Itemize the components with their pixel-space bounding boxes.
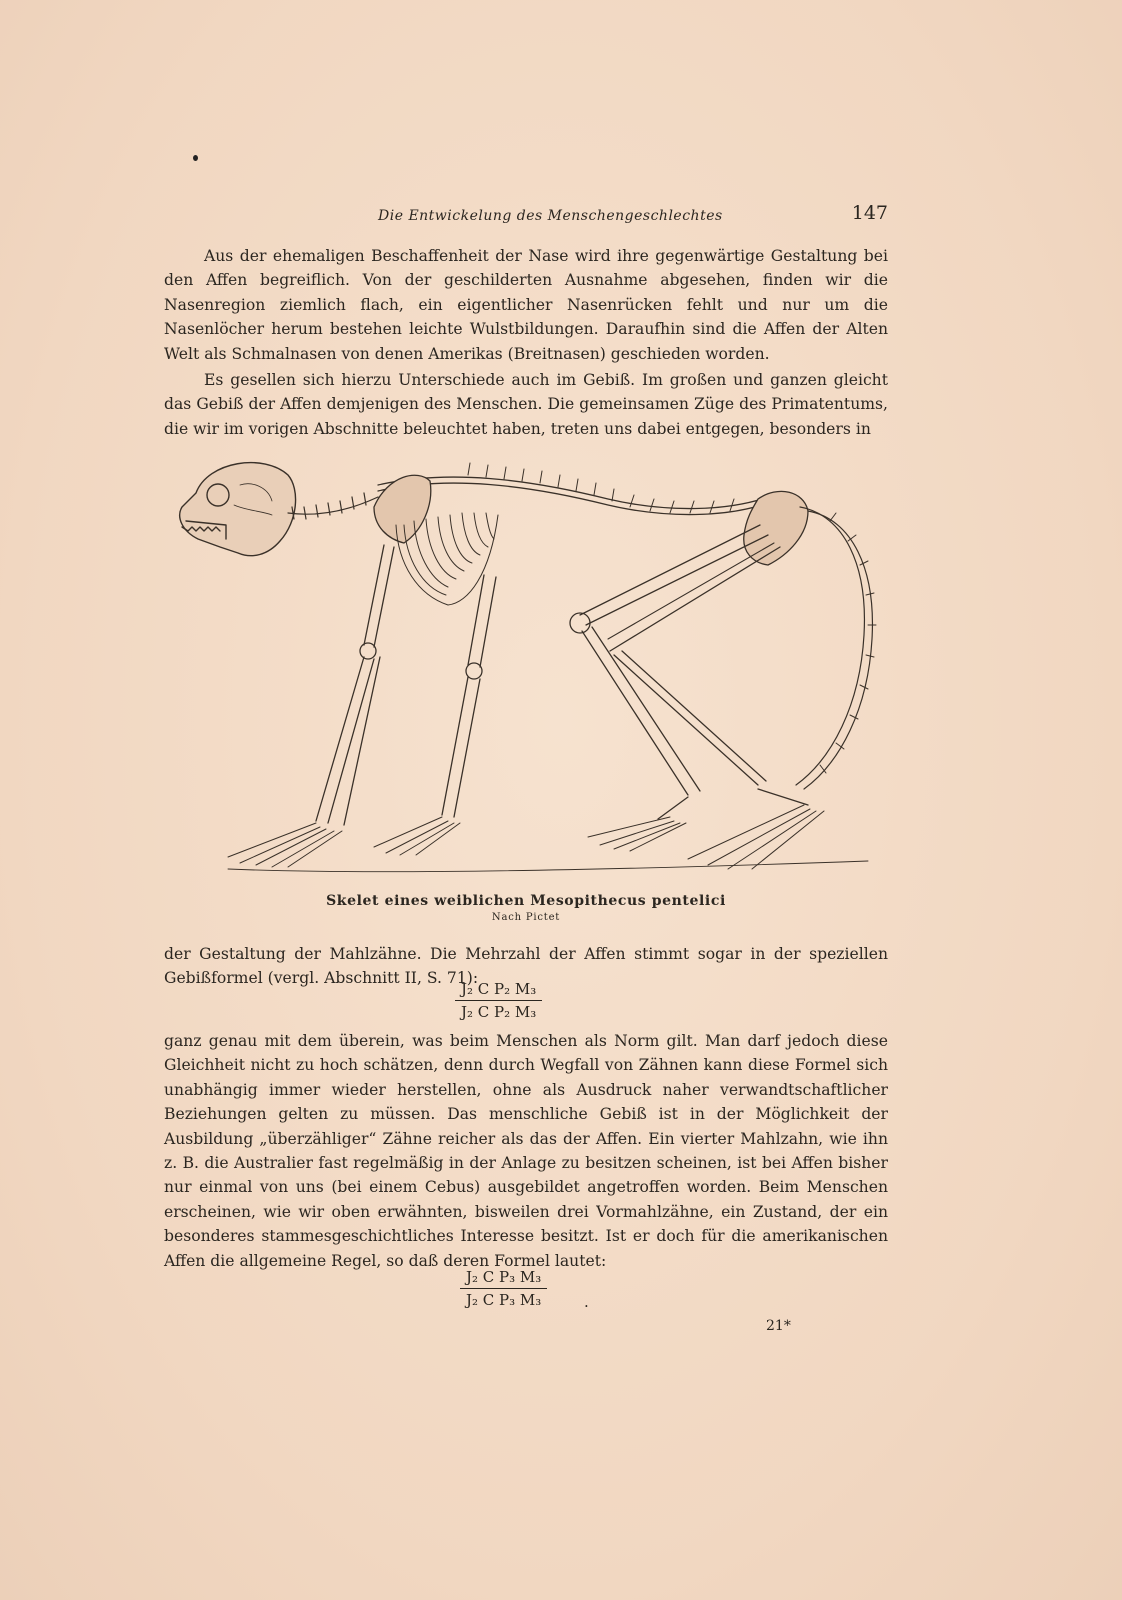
dental-formula-old-world [455,980,542,1021]
paragraph-molars: der Gestaltung der Mahlzähne. Die Mehrzahl der Affen stimmt sogar in der speziellen Gebißformel (vergl. Abschnitt II, S. 71): [164,945,888,988]
page-number: 147 [851,202,888,224]
ink-speck [193,155,198,161]
paragraph-teeth: Es gesellen sich hierzu Unterschiede auch im Gebiß. Im großen und ganzen gleicht das Gebiß der Affen demjenigen des Menschen. Die gemeinsamen Züge des Primatentums, die wir im vorigen Abschnitte beleuchtet haben, treten uns dabei entgegen, besonders in [164,371,888,438]
running-title: Die Entwickelung des Menschengeschlechtes [378,208,723,224]
scapula [374,475,431,543]
formula-numerator: J₂ C P₂ M₃ [455,980,542,1001]
fore-limb [228,545,496,867]
page-header [164,202,888,232]
ground-line [228,861,868,872]
paragraph-dentition: ganz genau mit dem überein, was beim Menschen als Norm gilt. Man darf jedoch diese Gleichheit nicht zu hoch schätzen, denn durch Wegfall von Zähnen kann diese Formel sich unabhängig immer wieder herstellen, ohne als Ausdruck naher verwandtschaftlicher Beziehungen gelten zu müssen. Das menschliche Gebiß ist in der Möglichkeit der Ausbildung „überzähliger“ Zähne reicher als das der Affen. Ein vierter Mahlzahn, wie ihn z. B. die Australier fast regelmäßig in der Anlage zu besitzen scheinen, ist bei Affen bisher nur einmal von uns (bei einem Cebus) ausgebildet angetroffen worden. Beim Menschen erscheinen, wie wir oben erwähnten, bisweilen drei Vormahlzähne, ein Zustand, der ein besonderes stammesgeschichtliches Interesse besitzt. Ist er doch für die amerikanischen Affen die allgemeine Regel, so daß deren Formel lautet: [164,1032,888,1270]
skull [180,463,296,556]
skeleton-illustration [168,455,888,887]
figure-caption: Skelet eines weiblichen Mesopithecus pentelici [326,893,726,909]
paragraph-nose: Aus der ehemaligen Beschaffenheit der Nase wird ihre gegenwärtige Gestaltung bei den Affen begreiflich. Von der geschilderten Ausnahme abgesehen, finden wir die Nasenregion ziemlich flach, ein eigentlicher Nasenrücken fehlt und nur um die Nasenlöcher herum bestehen leichte Wulstbildungen. Daraufhin sind die Affen der Alten Welt als Schmalnasen von denen Amerikas (Breitnasen) geschieden worden. [164,247,888,363]
formula-denominator: J₂ C P₃ M₃ [466,1291,542,1309]
formula-denominator: J₂ C P₂ M₃ [461,1003,537,1021]
hind-limb [570,525,824,869]
formula-numerator: J₂ C P₃ M₃ [460,1268,547,1289]
cervical-vertebrae [288,493,378,519]
tail [796,507,876,789]
spine [378,463,768,515]
figure-credit: Nach Pictet [491,912,561,923]
dental-formula-new-world [460,1268,547,1309]
sheet-signature: 21* [766,1318,791,1334]
formula-period: . [584,1293,589,1311]
